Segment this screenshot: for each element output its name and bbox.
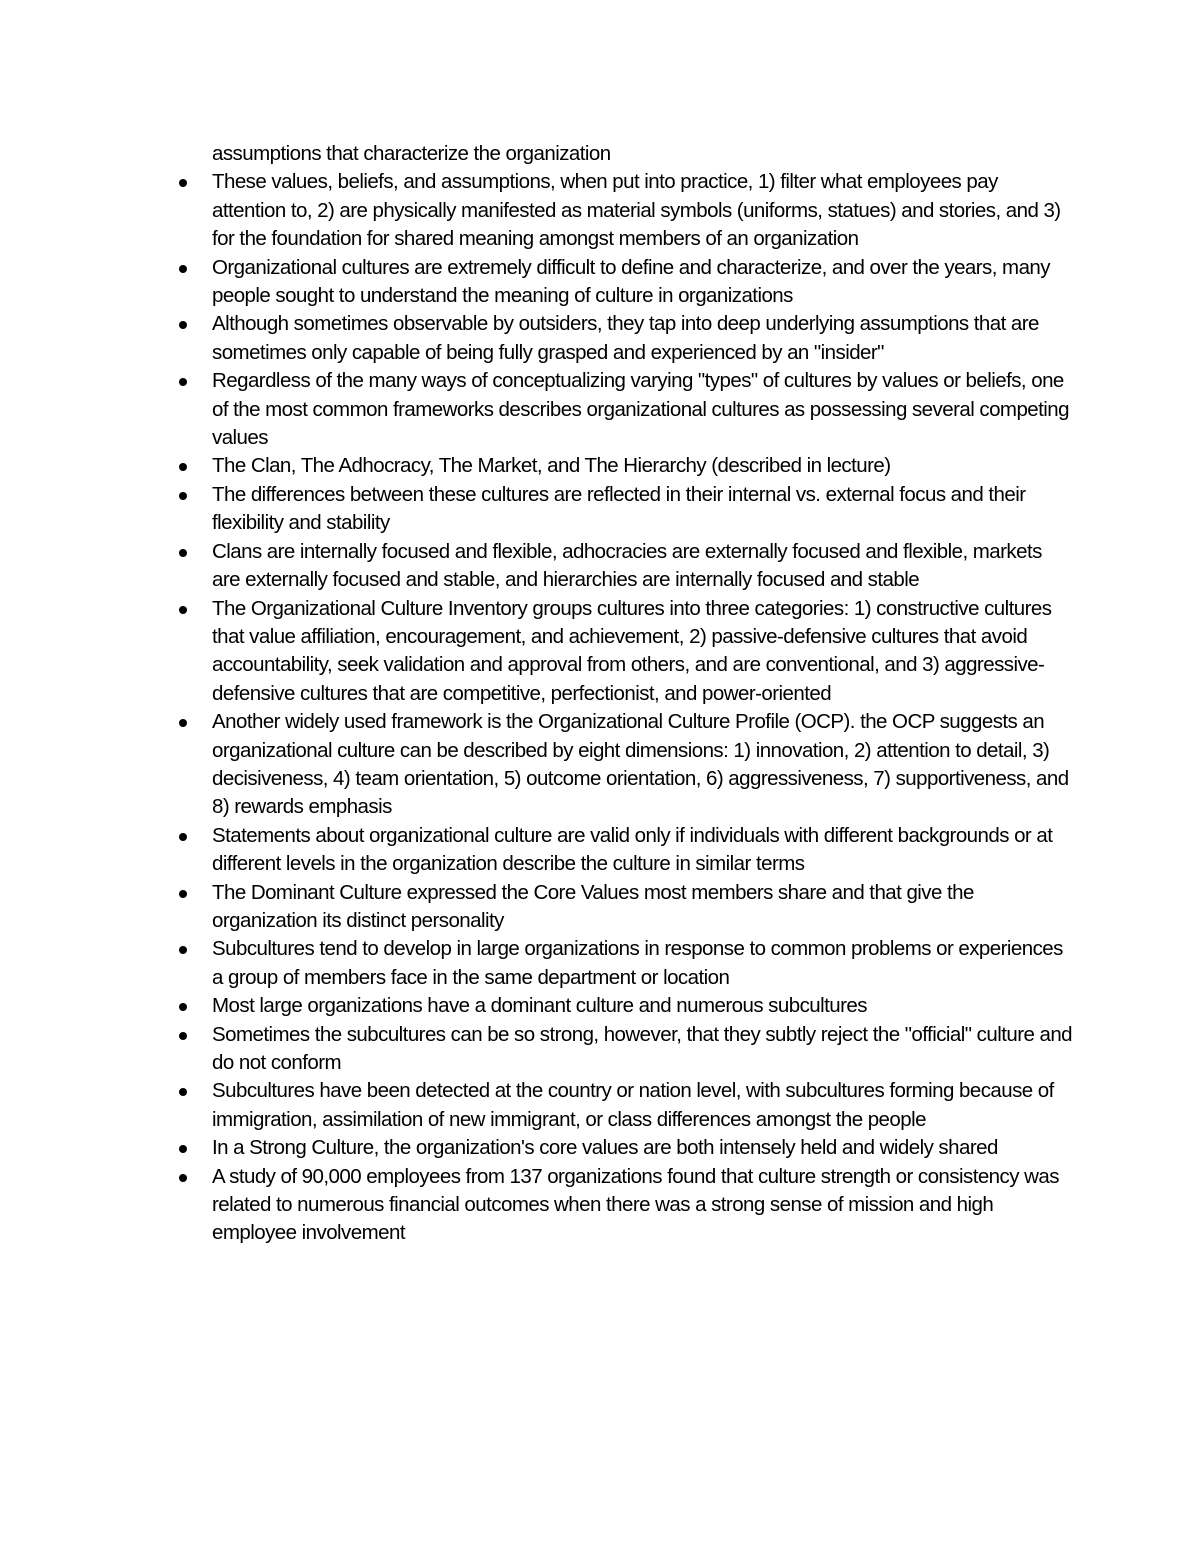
bullet-item xyxy=(212,879,1072,936)
bullet-item xyxy=(212,992,1072,1020)
bullet-text: Subcultures tend to develop in large organizations in response to common problems or experiences a group of members face in the same department or location xyxy=(212,937,1063,989)
continuation-line: assumptions that characterize the organization xyxy=(212,142,611,165)
bullet-item xyxy=(212,254,1072,311)
bullet-item xyxy=(212,935,1072,992)
bullet-item xyxy=(212,168,1072,253)
bullet-text: The Organizational Culture Inventory groups cultures into three categories: 1) constructive cultures that value affiliation, encouragement, and achievement, 2) passive-defensive cultures that avoid accountability, seek validation and approval from others, and are conventional, and 3) aggressive-defensive cultures that are competitive, perfectionist, and power-oriented xyxy=(212,596,1052,705)
bullet-icon xyxy=(179,549,187,557)
bullet-icon xyxy=(179,321,187,329)
bullet-icon xyxy=(179,1174,187,1182)
bullet-icon xyxy=(179,1032,187,1040)
bullet-icon xyxy=(179,946,187,954)
bullet-item xyxy=(212,1077,1072,1134)
bullet-icon xyxy=(179,1145,187,1153)
bullet-list xyxy=(212,168,1072,1247)
bullet-text: Regardless of the many ways of conceptualizing varying "types" of cultures by values or beliefs, one of the most common frameworks describes organizational cultures as possessing several competing values xyxy=(212,369,1069,450)
bullet-icon xyxy=(179,378,187,386)
bullet-icon xyxy=(179,463,187,471)
bullet-item xyxy=(212,1163,1072,1248)
bullet-icon xyxy=(179,719,187,727)
bullet-text: Although sometimes observable by outsiders, they tap into deep underlying assumptions that are sometimes only capable of being fully grasped and experienced by an "insider" xyxy=(212,312,1039,364)
bullet-text: These values, beliefs, and assumptions, when put into practice, 1) filter what employees pay attention to, 2) are physically manifested as material symbols (uniforms, statues) and stories, and 3) for the foundation for shared meaning amongst members of an organization xyxy=(212,170,1061,251)
bullet-text: In a Strong Culture, the organization's core values are both intensely held and widely shared xyxy=(212,1136,998,1160)
bullet-text: Organizational cultures are extremely difficult to define and characterize, and over the years, many people sought to understand the meaning of culture in organizations xyxy=(212,255,1050,308)
bullet-text: Subcultures have been detected at the country or nation level, with subcultures forming because of immigration, assimilation of new immigrant, or class differences amongst the people xyxy=(212,1079,1054,1131)
bullet-text: Statements about organizational culture are valid only if individuals with different backgrounds or at different levels in the organization describe the culture in similar terms xyxy=(212,823,1053,876)
bullet-item xyxy=(212,452,1072,480)
bullet-text: Sometimes the subcultures can be so strong, however, that they subtly reject the "official" culture and do not conform xyxy=(212,1022,1073,1074)
bullet-item xyxy=(212,1134,1072,1162)
bullet-icon xyxy=(179,890,187,898)
bullet-text: The Dominant Culture expressed the Core Values most members share and that give the organization its distinct personality xyxy=(212,880,974,932)
bullet-item xyxy=(212,822,1072,879)
bullet-item xyxy=(212,1021,1072,1078)
bullet-icon xyxy=(179,265,187,273)
bullet-item xyxy=(212,481,1072,538)
document-body xyxy=(212,140,1072,1248)
bullet-item xyxy=(212,538,1072,595)
bullet-item xyxy=(212,595,1072,709)
bullet-icon xyxy=(179,492,187,500)
bullet-icon xyxy=(179,179,187,187)
bullet-text: Clans are internally focused and flexible, adhocracies are externally focused and flexible, markets are externally focused and stable, and hierarchies are internally focused and stable xyxy=(212,539,1042,592)
bullet-text: The differences between these cultures are reflected in their internal vs. external focus and their flexibility and stability xyxy=(212,482,1026,535)
bullet-icon xyxy=(179,833,187,841)
bullet-text: Most large organizations have a dominant culture and numerous subcultures xyxy=(212,994,867,1018)
bullet-icon xyxy=(179,1088,187,1096)
bullet-item xyxy=(212,367,1072,452)
bullet-text: The Clan, The Adhocracy, The Market, and The Hierarchy (described in lecture) xyxy=(212,454,891,478)
bullet-item xyxy=(212,708,1072,822)
bullet-icon xyxy=(179,606,187,614)
bullet-text: A study of 90,000 employees from 137 organizations found that culture strength or consistency was related to numerous financial outcomes when there was a strong sense of mission and high employee involvement xyxy=(212,1164,1059,1245)
bullet-icon xyxy=(179,1003,187,1011)
bullet-item xyxy=(212,310,1072,367)
bullet-text: Another widely used framework is the Organizational Culture Profile (OCP). the OCP suggests an organizational culture can be described by eight dimensions: 1) innovation, 2) attention to detail, 3) decisiveness, 4) team orientation, 5) outcome orientation, 6) aggressiveness, 7) supportiveness, and 8) rewards emphasis xyxy=(212,710,1069,819)
